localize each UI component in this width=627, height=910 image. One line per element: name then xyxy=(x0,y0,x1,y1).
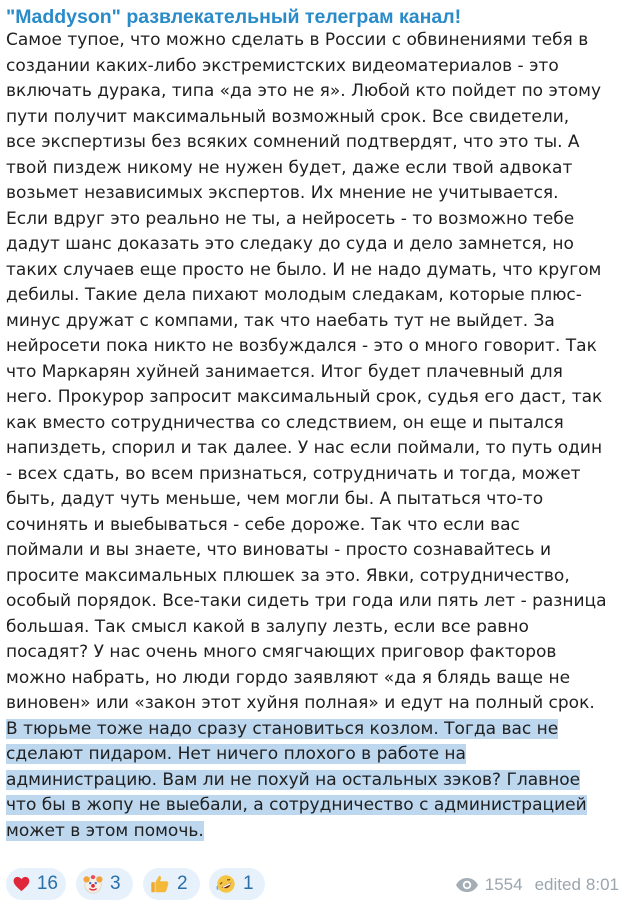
message-meta xyxy=(455,875,619,895)
message-line: твой пиздеж никому не нужен будет, даже если твой адвокат xyxy=(6,157,573,178)
reaction-rofl-button[interactable] xyxy=(209,868,265,900)
message-line: нейросети пока никто не возбуждался - это о много говорит. Так xyxy=(6,336,597,356)
message-text xyxy=(6,28,624,844)
reaction-heart-button[interactable] xyxy=(6,868,66,900)
selected-text-line[interactable] xyxy=(6,742,624,768)
channel-title[interactable]: "Maddyson" развлекательный телеграм канал! xyxy=(6,6,462,28)
message-time: 8:01 xyxy=(585,875,619,894)
selected-text-line[interactable] xyxy=(6,819,624,845)
text-selection-highlight[interactable]: В тюрьме тоже надо сразу становиться козлом. Тогда вас не xyxy=(6,718,559,739)
message-line: что Маркарян хуйней занимается. Итог будет плачевный для xyxy=(6,361,563,382)
clown-face-icon xyxy=(82,873,104,895)
message-line: большая. Так смысл какой в залупу лезть, если все равно xyxy=(6,616,529,637)
reaction-count: 2 xyxy=(177,873,188,894)
message-line: посадят? У нас очень много смягчающих приговор факторов xyxy=(6,642,557,662)
selected-text-line[interactable] xyxy=(6,717,624,743)
message-line: Если вдруг это реально не ты, а нейросеть - то возможно тебе xyxy=(6,208,575,229)
heart-icon xyxy=(12,873,31,895)
message-line: просите максимальных плюшек за это. Явки, сотрудничество, xyxy=(6,565,570,586)
message-line: дадут шанс доказать это следаку до суда и дело замнется, но xyxy=(6,234,574,254)
text-selection-highlight[interactable]: что бы в жопу не выебали, а сотрудничество с администрацией xyxy=(6,795,587,815)
thumbs-up-icon xyxy=(149,873,171,895)
reaction-thumbs-up-button[interactable] xyxy=(143,868,200,900)
message-line: как вместо сотрудничества со следствием, он еще и пытался xyxy=(6,412,564,433)
text-selection-highlight[interactable]: может в этом помочь. xyxy=(6,820,204,841)
message-line: Самое тупое, что можно сделать в России с обвинениями тебя в xyxy=(6,30,589,50)
message-line: - всех сдать, во всем признаться, сотрудничать и тогда, может xyxy=(6,463,581,484)
message-line: можно набрать, но люди гордо заявляют «да я блядь ваще не xyxy=(6,667,571,688)
eye-icon xyxy=(455,877,479,893)
message-line: поймали и вы знаете, что виноваты - просто сознавайтесь и xyxy=(6,540,552,560)
message-line: него. Прокурор запросит максимальный срок, судья его даст, так xyxy=(6,387,603,407)
text-selection-highlight[interactable]: сделают пидаром. Нет ничего плохого в работе на xyxy=(6,744,466,764)
message-line: все экспертизы без всяких сомнений подтвердят, что это ты. А xyxy=(6,132,580,152)
message-line: дебилы. Такие дела пихают молодым следакам, которые плюс- xyxy=(6,285,582,305)
message-line: таких случаев еще просто не было. И не надо думать, что кругом xyxy=(6,259,602,280)
reaction-count: 16 xyxy=(36,873,58,894)
message-line: особый порядок. Все-таки сидеть три года или пять лет - разница xyxy=(6,591,607,611)
reaction-count: 1 xyxy=(243,873,254,894)
rofl-face-icon xyxy=(215,873,237,895)
message-line: быть, дадут чуть меньше, чем могли бы. А пытаться что-то xyxy=(6,489,544,509)
reaction-clown-button[interactable] xyxy=(76,868,133,900)
message-line: возьмет независимых экспертов. Их мнение не учитывается. xyxy=(6,183,559,203)
reaction-count: 3 xyxy=(110,873,121,894)
message-line: сочинять и выебываться - себе дороже. Так что если вас xyxy=(6,514,520,535)
selected-text-line[interactable] xyxy=(6,793,624,819)
edited-label: edited xyxy=(534,875,581,894)
message-footer xyxy=(0,865,627,905)
message-line: включать дурака, типа «да это не я». Любой кто пойдет по этому xyxy=(6,81,602,101)
message-line: виновен» или «закон этот хуйня полная» и едут на полный срок. xyxy=(6,693,595,713)
view-count: 1554 xyxy=(484,875,523,894)
text-selection-highlight[interactable]: администрацию. Вам ли не похуй на остальных зэков? Главное xyxy=(6,769,581,790)
message-line: напиздеть, спорил и так далее. У нас если поймали, то путь один xyxy=(6,438,603,458)
message-line: создании каких-либо экстремистских видеоматериалов - это xyxy=(6,55,559,76)
selected-text-line[interactable] xyxy=(6,768,624,794)
message-line: пути получит максимальный возможный срок. Все свидетели, xyxy=(6,106,570,127)
message-line: минус дружат с компами, так что наебать тут не выйдет. За xyxy=(6,310,555,331)
